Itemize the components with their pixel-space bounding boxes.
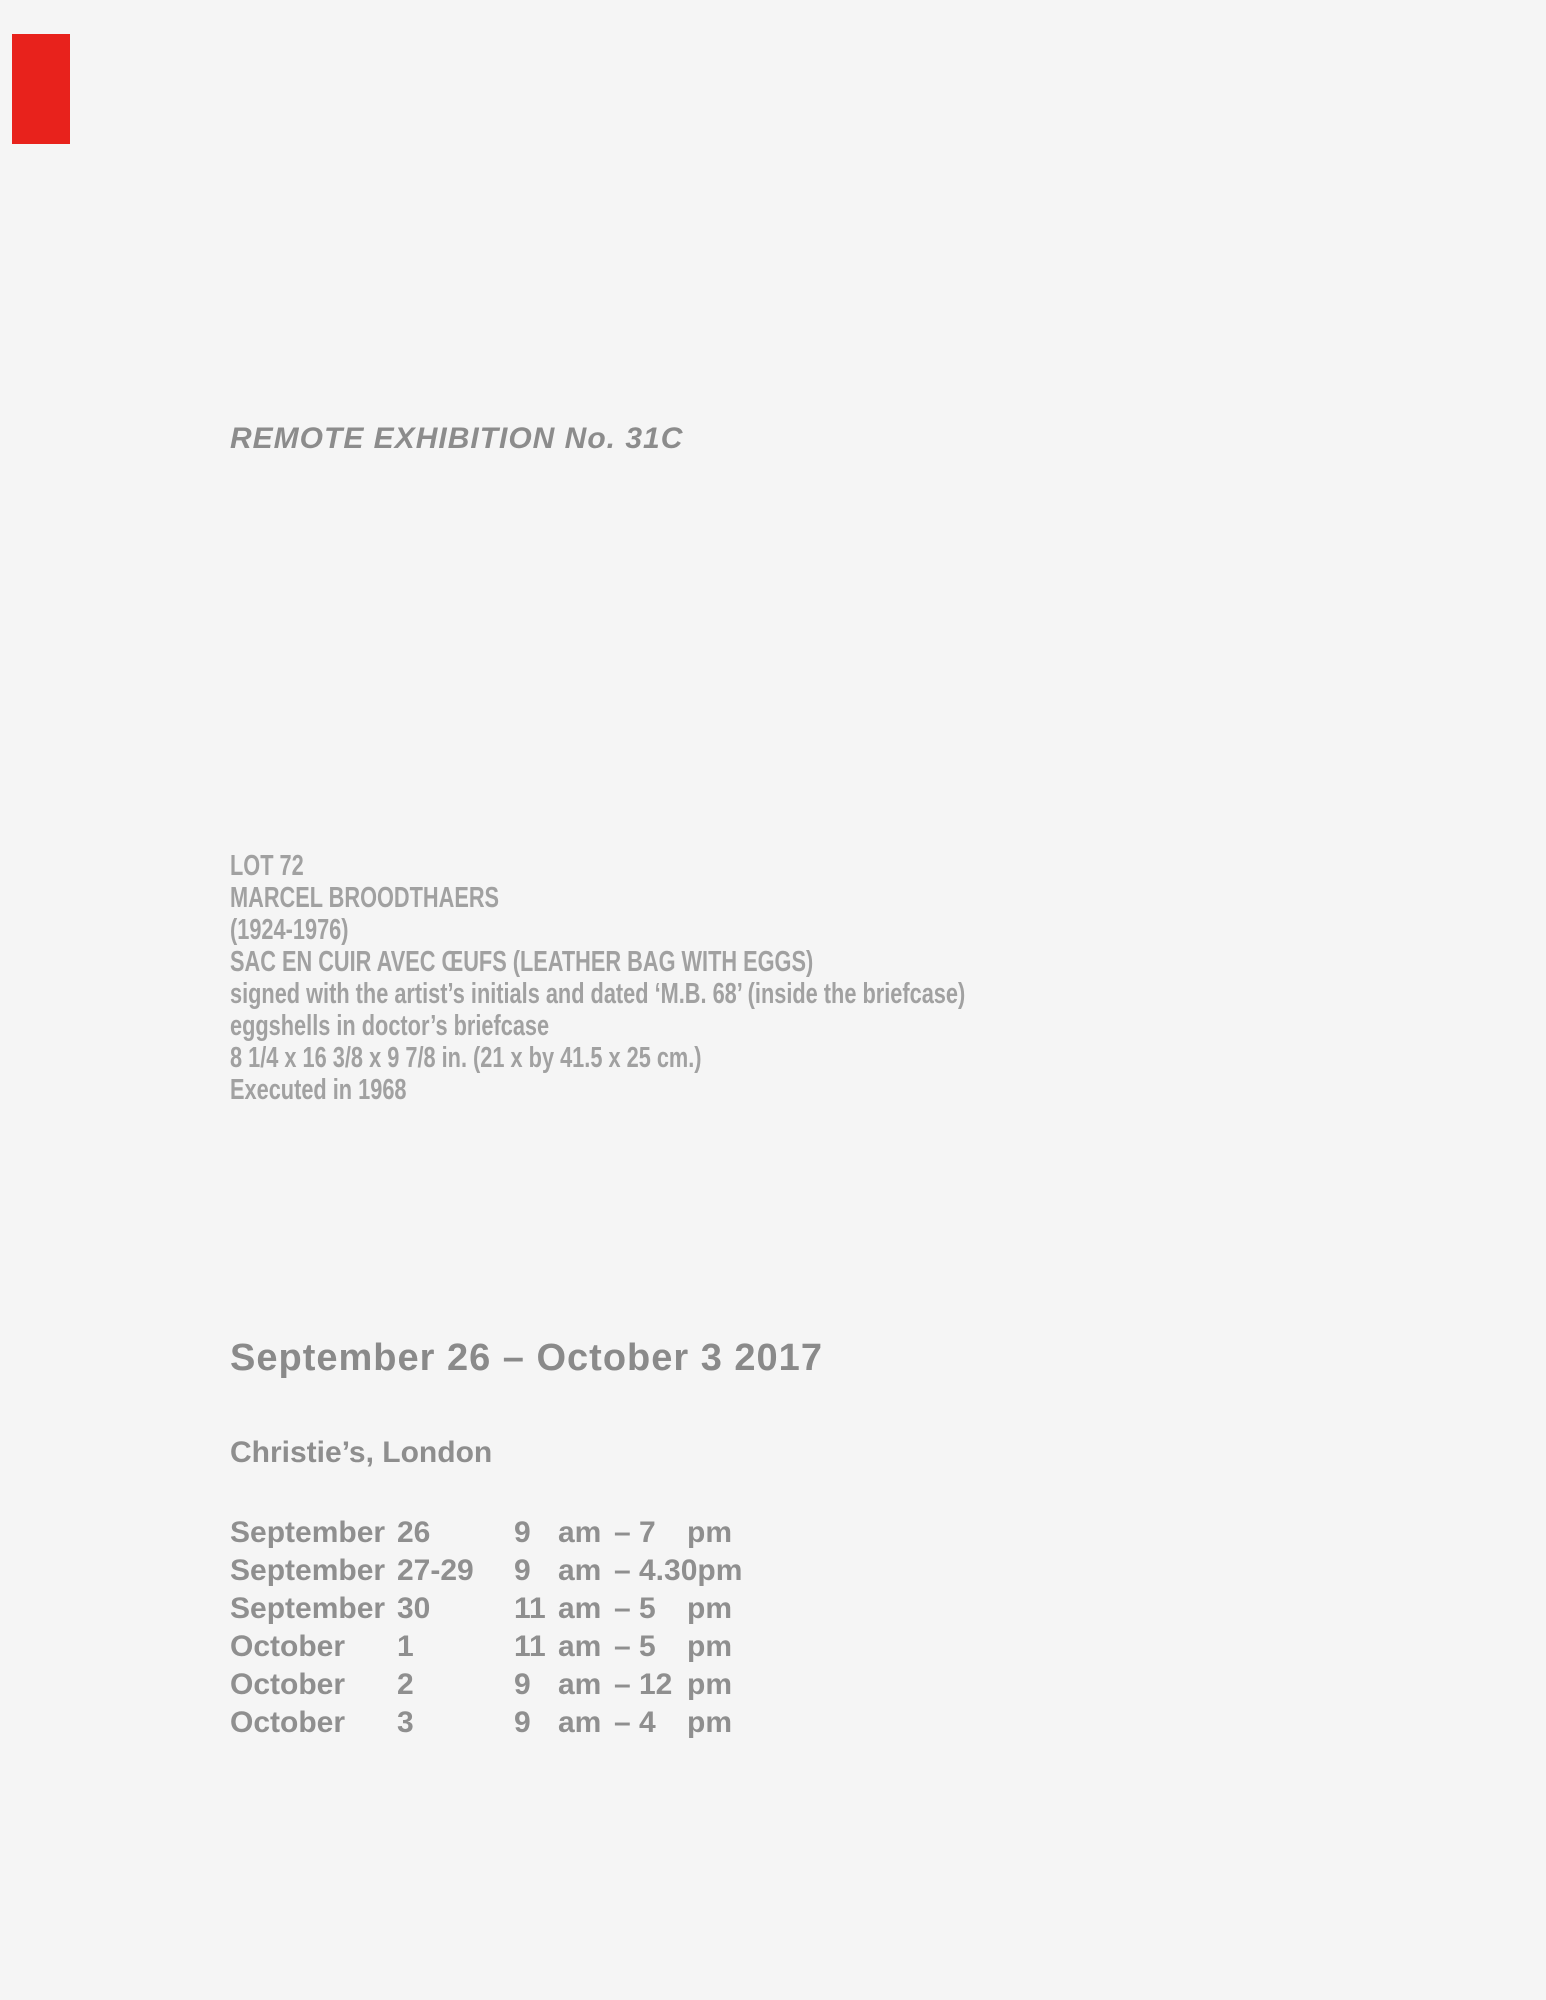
schedule-separator: –: [614, 1706, 631, 1739]
schedule-close-hour: 5: [639, 1630, 656, 1663]
schedule-month: October: [230, 1630, 346, 1663]
schedule-open-meridiem: am: [558, 1592, 602, 1625]
lot-work-title: SAC EN CUIR AVEC ŒUFS (LEATHER BAG WITH EGGS): [230, 946, 814, 978]
schedule-table: [230, 1514, 742, 1742]
schedule-open-hour: 9: [514, 1668, 531, 1701]
schedule-month: September: [230, 1592, 386, 1625]
schedule-days: 3: [397, 1706, 414, 1739]
schedule-row: [230, 1590, 742, 1628]
schedule-month: October: [230, 1706, 346, 1739]
venue-line: Christie’s, London: [230, 1436, 493, 1469]
red-corner-mark: [12, 34, 70, 144]
schedule-days: 30: [397, 1592, 431, 1625]
schedule-close-hour: 7: [639, 1516, 656, 1549]
schedule-separator: –: [614, 1516, 631, 1549]
schedule-row: [230, 1704, 742, 1742]
schedule-row: [230, 1514, 742, 1552]
schedule-close-meridiem: pm: [687, 1592, 732, 1625]
schedule-open-hour: 9: [514, 1554, 531, 1587]
schedule-open-meridiem: am: [558, 1668, 602, 1701]
schedule-close-meridiem: pm: [687, 1706, 732, 1739]
schedule-days: 2: [397, 1668, 414, 1701]
lot-number: LOT 72: [230, 850, 304, 882]
schedule-days: 27-29: [397, 1554, 474, 1587]
schedule-close-hour: 12: [639, 1668, 673, 1701]
lot-execution-date: Executed in 1968: [230, 1074, 407, 1106]
schedule-close-meridiem: pm: [687, 1668, 732, 1701]
schedule-open-hour: 11: [514, 1630, 546, 1663]
schedule-row: [230, 1666, 742, 1704]
schedule-separator: –: [614, 1592, 631, 1625]
lot-signature-note: signed with the artist’s initials and dated ‘M.B. 68’ (inside the briefcase): [230, 978, 966, 1010]
schedule-days: 26: [397, 1516, 431, 1549]
lot-description: [230, 850, 965, 1106]
schedule-open-meridiem: am: [558, 1706, 602, 1739]
schedule-days: 1: [397, 1630, 414, 1663]
lot-artist-dates: (1924-1976): [230, 914, 349, 946]
schedule-row: [230, 1552, 742, 1590]
schedule-close-meridiem: pm: [687, 1516, 732, 1549]
schedule-close-hour: 4.30: [639, 1554, 698, 1587]
schedule-row: [230, 1628, 742, 1666]
schedule-open-meridiem: am: [558, 1630, 602, 1663]
dates-heading: September 26 – October 3 2017: [230, 1337, 823, 1379]
schedule-close-hour: 5: [639, 1592, 656, 1625]
schedule-separator: –: [614, 1668, 631, 1701]
schedule-separator: –: [614, 1554, 631, 1587]
schedule-open-hour: 9: [514, 1706, 531, 1739]
schedule-open-hour: 11: [514, 1592, 546, 1625]
schedule-close-meridiem: pm: [697, 1554, 743, 1587]
schedule-month: October: [230, 1668, 346, 1701]
schedule-separator: –: [614, 1630, 631, 1663]
schedule-open-meridiem: am: [558, 1516, 602, 1549]
lot-artist: MARCEL BROODTHAERS: [230, 882, 500, 914]
schedule-open-meridiem: am: [558, 1554, 602, 1587]
exhibition-title: REMOTE EXHIBITION No. 31C: [230, 422, 684, 455]
schedule-close-meridiem: pm: [687, 1630, 732, 1663]
schedule-month: September: [230, 1554, 386, 1587]
schedule-month: September: [230, 1516, 386, 1549]
lot-dimensions: 8 1/4 x 16 3/8 x 9 7/8 in. (21 x by 41.5 x 25 cm.): [230, 1042, 702, 1074]
schedule-close-hour: 4: [639, 1706, 656, 1739]
lot-medium: eggshells in doctor’s briefcase: [230, 1010, 550, 1042]
schedule-open-hour: 9: [514, 1516, 531, 1549]
